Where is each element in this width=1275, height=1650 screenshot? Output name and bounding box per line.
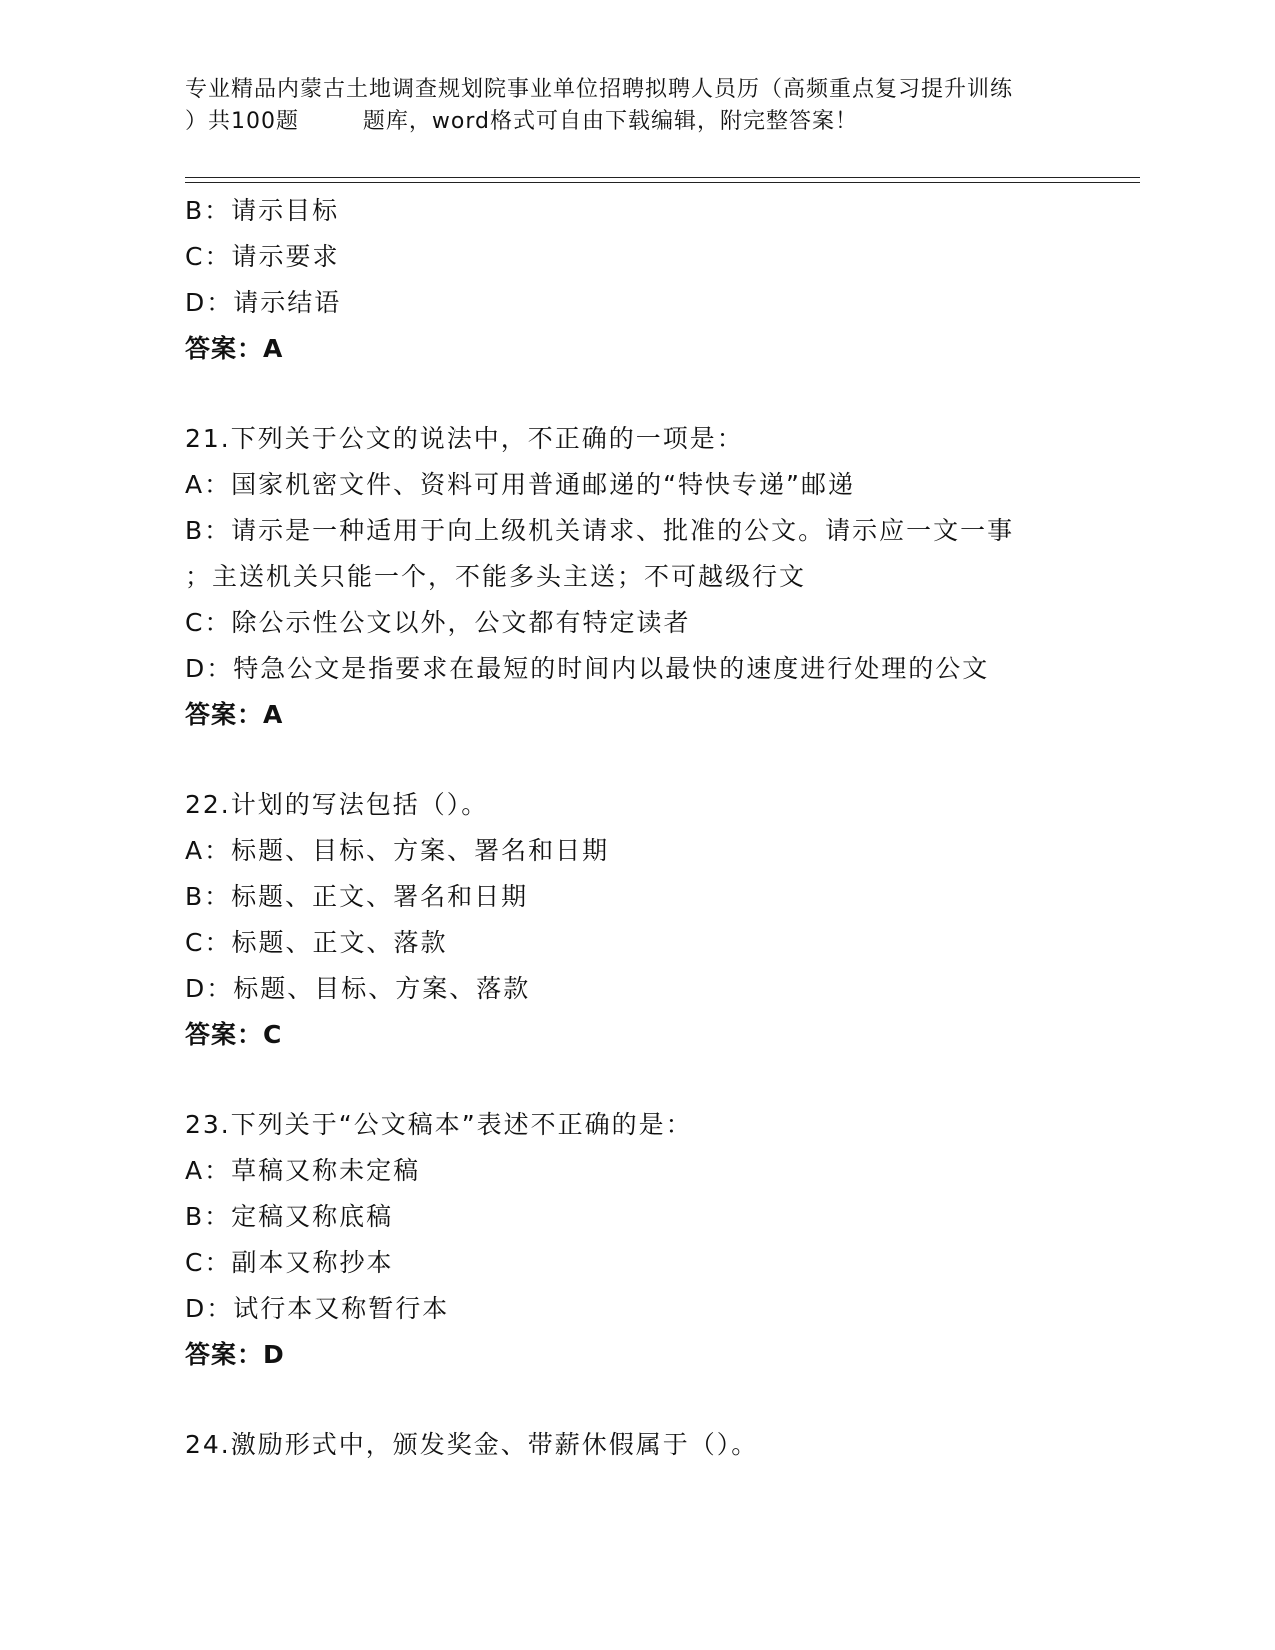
option-d: D：请示结语 bbox=[185, 288, 342, 317]
answer-line: 答案：A bbox=[185, 334, 284, 363]
spacer bbox=[185, 738, 1085, 782]
option-d: D：试行本又称暂行本 bbox=[185, 1294, 450, 1323]
option-c: C：副本又称抄本 bbox=[185, 1248, 394, 1277]
option-b: B：标题、正文、署名和日期 bbox=[185, 882, 529, 911]
option-c: C：请示要求 bbox=[185, 242, 340, 271]
option-a: A：国家机密文件、资料可用普通邮递的“特快专递”邮递 bbox=[185, 470, 856, 499]
answer-line: 答案：A bbox=[185, 700, 284, 729]
header-line-2: ）共100题 题库，word格式可自由下载编辑，附完整答案！ bbox=[185, 109, 859, 134]
header-divider-bottom bbox=[185, 182, 1140, 183]
spacer bbox=[185, 372, 1085, 416]
option-c: C：除公示性公文以外，公文都有特定读者 bbox=[185, 608, 691, 637]
answer-line: 答案：C bbox=[185, 1020, 283, 1049]
header-divider-top bbox=[185, 177, 1140, 178]
option-b-continued: ；主送机关只能一个，不能多头主送；不可越级行文 bbox=[185, 562, 807, 591]
option-b: B：请示是一种适用于向上级机关请求、批准的公文。请示应一文一事 bbox=[185, 516, 1015, 545]
question-stem: 21.下列关于公文的说法中，不正确的一项是： bbox=[185, 424, 744, 453]
option-b: B：定稿又称底稿 bbox=[185, 1202, 394, 1231]
option-a: A：草稿又称未定稿 bbox=[185, 1156, 421, 1185]
question-stem: 24.激励形式中，颁发奖金、带薪休假属于（）。 bbox=[185, 1430, 759, 1459]
option-a: A：标题、目标、方案、署名和日期 bbox=[185, 836, 610, 865]
spacer bbox=[185, 1058, 1085, 1102]
answer-line: 答案：D bbox=[185, 1340, 285, 1369]
option-b: B：请示目标 bbox=[185, 196, 340, 225]
question-22 bbox=[185, 782, 1085, 1058]
option-d: D：特急公文是指要求在最短的时间内以最快的速度进行处理的公文 bbox=[185, 654, 990, 683]
question-stem: 23.下列关于“公文稿本”表述不正确的是： bbox=[185, 1110, 693, 1139]
option-d: D：标题、目标、方案、落款 bbox=[185, 974, 531, 1003]
question-content bbox=[185, 188, 1085, 1468]
question-stem: 22.计划的写法包括（）。 bbox=[185, 790, 489, 819]
question-23 bbox=[185, 1102, 1085, 1378]
document-header bbox=[185, 74, 1115, 138]
question-24 bbox=[185, 1422, 1085, 1468]
previous-question-tail bbox=[185, 188, 1085, 372]
question-21 bbox=[185, 416, 1085, 738]
option-c: C：标题、正文、落款 bbox=[185, 928, 448, 957]
spacer bbox=[185, 1378, 1085, 1422]
header-line-1: 专业精品内蒙古土地调查规划院事业单位招聘拟聘人员历（高频重点复习提升训练 bbox=[185, 77, 1014, 102]
